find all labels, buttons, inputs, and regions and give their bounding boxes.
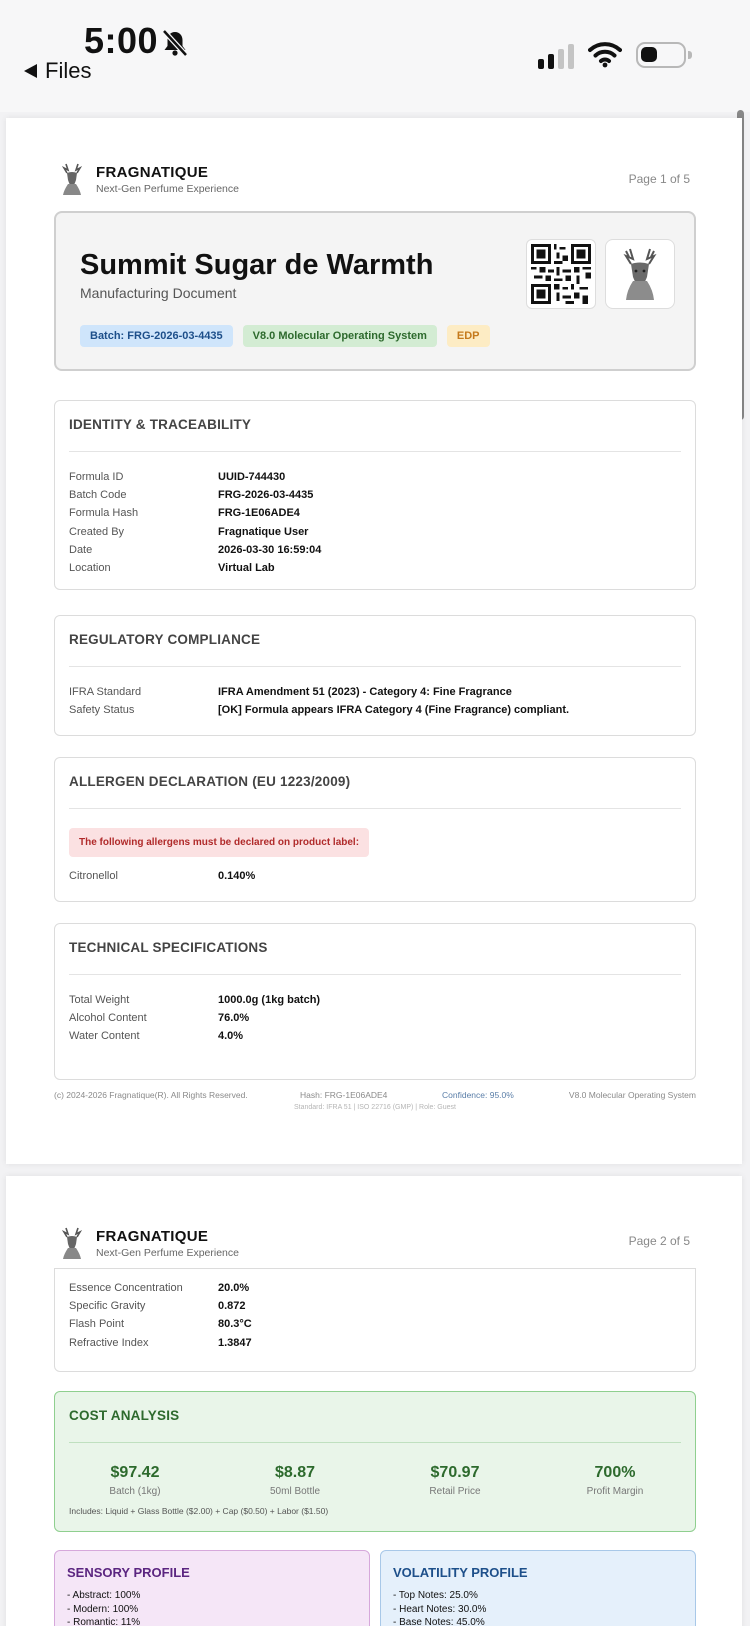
brand-header: [58, 1226, 239, 1260]
cost-metric: $70.97 Retail Price: [429, 1464, 481, 1497]
document-page-2: [6, 1176, 742, 1626]
os-version-badge: V8.0 Molecular Operating System: [243, 325, 437, 347]
list-item: - Abstract: 100%: [67, 1590, 141, 1601]
section-title: VOLATILITY PROFILE: [393, 1565, 528, 1580]
bell-muted-icon: [160, 28, 190, 58]
cost-analysis-section: [54, 1391, 696, 1532]
sensory-profile-section: [54, 1550, 370, 1626]
cost-metric: $8.87 50ml Bottle: [269, 1464, 321, 1497]
list-item: - Top Notes: 25.0%: [393, 1590, 478, 1601]
section-title: ALLERGEN DECLARATION (EU 1223/2009): [69, 774, 351, 789]
info-row: Batch Code FRG-2026-03-4435: [69, 489, 314, 502]
section-title: IDENTITY & TRACEABILITY: [69, 417, 252, 432]
status-bar: [0, 0, 750, 112]
info-row: Essence Concentration 20.0%: [69, 1282, 250, 1295]
volatility-profile-section: [380, 1550, 696, 1626]
footer-hash: Hash: FRG-1E06ADE4: [300, 1090, 388, 1100]
info-row: IFRA Standard IFRA Amendment 51 (2023) - Category 4: Fine Fragrance: [69, 686, 512, 699]
brand-name: FRAGNATIQUE: [96, 1227, 209, 1245]
section-title: COST ANALYSIS: [69, 1408, 180, 1423]
brand-header: [58, 162, 239, 196]
info-row: Flash Point 80.3°C: [69, 1318, 252, 1331]
fragrance-type-badge: EDP: [447, 325, 490, 347]
allergen-alert: The following allergens must be declared on product label:: [69, 828, 369, 857]
brand-name: FRAGNATIQUE: [96, 163, 209, 181]
info-row: Formula ID UUID-744430: [69, 471, 286, 484]
cellular-signal-icon: [538, 44, 574, 69]
batch-badge: Batch: FRG-2026-03-4435: [80, 325, 233, 347]
cost-metric: 700% Profit Margin: [586, 1464, 644, 1497]
deer-logo-icon: [58, 1226, 86, 1260]
back-label: Files: [45, 58, 92, 83]
technical-continued-section: [54, 1268, 696, 1372]
back-arrow-icon: [24, 64, 37, 78]
footer-standard: Standard: IFRA 51 | ISO 22716 (GMP) | Role: Guest: [294, 1104, 456, 1111]
document-title: Summit Sugar de Warmth: [80, 249, 434, 281]
section-title: TECHNICAL SPECIFICATIONS: [69, 940, 268, 955]
brand-tagline: Next-Gen Perfume Experience: [96, 1246, 239, 1259]
info-row: Formula Hash FRG-1E06ADE4: [69, 507, 300, 520]
battery-icon: [636, 42, 686, 68]
cost-note: Includes: Liquid + Glass Bottle ($2.00) + Cap ($0.50) + Labor ($1.50): [69, 1506, 329, 1516]
footer-confidence: Confidence: 95.0%: [442, 1090, 514, 1100]
document-subtitle: Manufacturing Document: [80, 285, 237, 301]
document-page-1: [6, 118, 742, 1164]
identity-section: [54, 400, 696, 590]
deer-emblem-icon: [605, 239, 675, 309]
badge-group: [80, 325, 490, 347]
cost-metric: $97.42 Batch (1kg): [109, 1464, 161, 1497]
info-row: Total Weight 1000.0g (1kg batch): [69, 994, 321, 1007]
section-title: REGULATORY COMPLIANCE: [69, 632, 261, 647]
info-row: Specific Gravity 0.872: [69, 1300, 246, 1313]
info-row: Location Virtual Lab: [69, 562, 275, 575]
status-time: 5:00: [84, 20, 159, 61]
regulatory-section: [54, 615, 696, 736]
info-row: Refractive Index 1.3847: [69, 1336, 252, 1349]
document-hero: [54, 211, 696, 371]
back-to-files-button[interactable]: [24, 58, 91, 84]
qr-code-icon: [526, 239, 596, 309]
list-item: - Base Notes: 45.0%: [393, 1617, 485, 1626]
info-row: Safety Status [OK] Formula appears IFRA Category 4 (Fine Fragrance) compliant.: [69, 704, 570, 717]
info-row: Alcohol Content 76.0%: [69, 1012, 250, 1025]
info-row: Citronellol 0.140%: [69, 870, 256, 883]
info-row: Created By Fragnatique User: [69, 525, 309, 538]
technical-section: [54, 923, 696, 1080]
list-item: - Romantic: 11%: [67, 1617, 141, 1626]
list-item: - Modern: 100%: [67, 1603, 139, 1615]
wifi-icon: [588, 40, 622, 68]
info-row: Date 2026-03-30 16:59:04: [69, 543, 322, 556]
allergen-section: [54, 757, 696, 902]
footer-copyright: (c) 2024-2026 Fragnatique(R). All Rights Reserved.: [54, 1090, 248, 1100]
page-number: Page 1 of 5: [628, 172, 690, 186]
info-row: Water Content 4.0%: [69, 1030, 244, 1043]
list-item: - Heart Notes: 30.0%: [393, 1603, 487, 1615]
brand-tagline: Next-Gen Perfume Experience: [96, 182, 239, 195]
section-title: SENSORY PROFILE: [67, 1565, 190, 1580]
deer-logo-icon: [58, 162, 86, 196]
page-number: Page 2 of 5: [628, 1234, 690, 1248]
footer-system: V8.0 Molecular Operating System: [568, 1090, 696, 1100]
